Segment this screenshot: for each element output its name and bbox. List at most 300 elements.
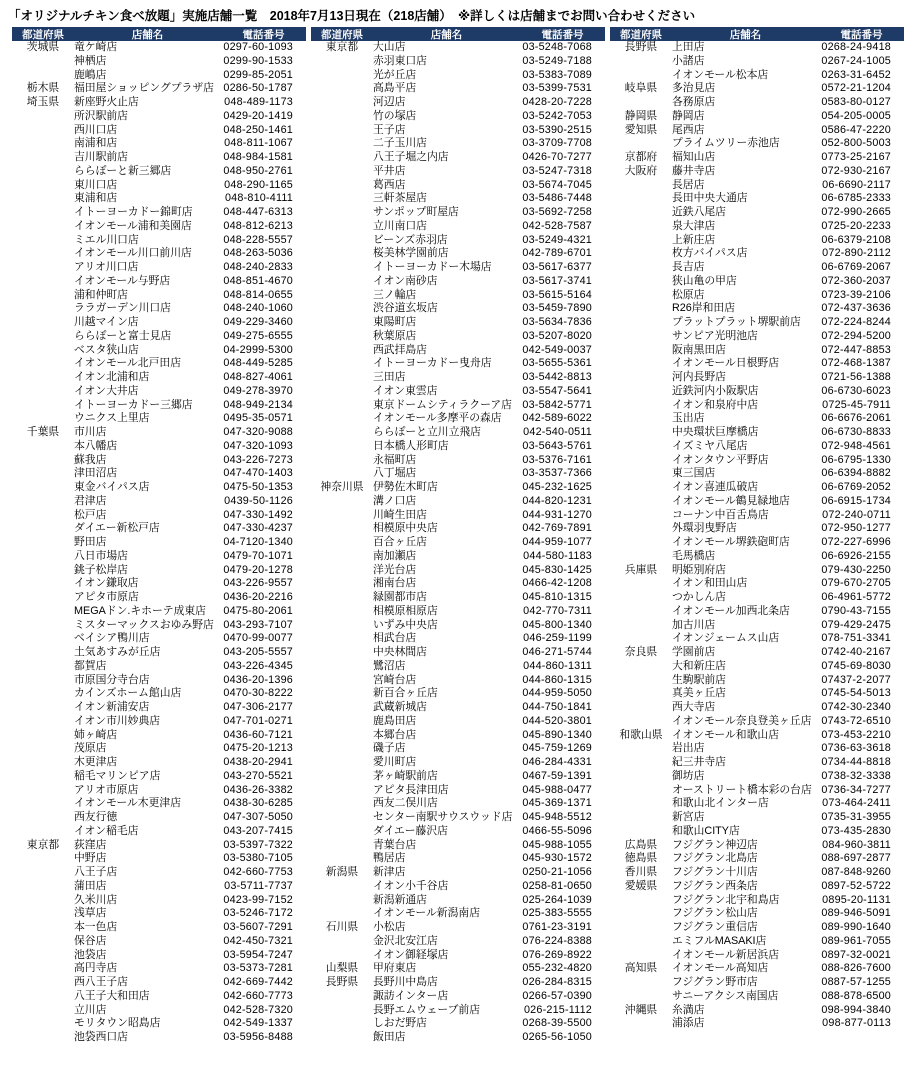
store-name-cell: 相武台店 [373,632,417,645]
store-name-cell: 西武拝島店 [373,343,427,356]
store-name-cell: 市川店 [74,426,107,438]
store-name-cell: 高円寺店 [74,962,118,975]
phone-cell: 045-369-1371 [522,797,592,810]
table-row [12,729,306,743]
phone-cell: 0438-20-2941 [223,756,293,768]
store-name-cell: 茂原店 [74,742,107,755]
prefecture-cell: 高知県 [624,962,658,975]
table-row [311,495,605,509]
phone-cell: 04-2999-5300 [223,343,293,356]
phone-cell: 049-278-3970 [223,384,293,397]
store-name-cell: 久米川店 [74,893,118,906]
phone-cell: 0428-20-7228 [522,96,592,108]
table-row [12,440,306,454]
store-name-cell: サンピア光明池店 [672,329,758,342]
store-name-cell: イトーヨーカドー三郷店 [74,398,193,411]
phone-cell: 089-961-7055 [821,934,891,947]
table-row [311,1017,605,1031]
phone-cell: 06-6769-2052 [821,481,891,493]
phone-cell: 0436-60-7121 [223,728,293,741]
table-row [12,495,306,509]
table-row [12,344,306,358]
phone-cell: 043-226-4345 [223,659,293,672]
phone-cell: 045-810-1315 [522,591,592,603]
store-name-cell: 外環羽曳野店 [672,522,737,535]
table-row [610,192,904,206]
prefecture-cell: 栃木県 [26,82,60,95]
store-name-cell: 市原国分寺台店 [74,673,150,686]
table-row [610,852,904,866]
store-name-cell: イオン和田山店 [672,577,748,590]
phone-cell: 088-697-2877 [821,852,891,865]
table-row [12,770,306,784]
phone-cell: 03-5547-5641 [522,384,592,397]
store-name-cell: 宮崎台店 [373,673,417,686]
phone-cell: 0761-23-3191 [522,921,592,933]
table-row [12,687,306,701]
table-row [311,729,605,743]
store-name-cell: 蒲田店 [74,879,107,892]
phone-cell: 072-447-8853 [821,343,891,356]
column-group-3 [610,27,904,1045]
table-row [12,137,306,151]
phone-cell: 03-5459-7890 [522,302,592,315]
store-name-cell: 湘南台店 [373,577,417,590]
prefecture-cell: 静岡県 [624,109,658,122]
prefecture-cell: 長野県 [325,976,359,988]
table-row [311,536,605,550]
table-row [311,894,605,908]
phone-cell: 03-5607-7291 [223,921,293,933]
prefecture-cell: 神奈川県 [320,481,364,493]
table-row [311,701,605,715]
table-row [311,811,605,825]
phone-cell: 0299-90-1533 [223,54,293,67]
table-row [311,69,605,83]
prefecture-cell: 埼玉県 [26,96,60,108]
store-name-cell: 平井店 [373,164,406,177]
prefecture-cell: 愛媛県 [624,879,658,892]
store-name-cell: 新座野火止店 [74,96,139,108]
phone-cell: 052-800-5003 [821,137,891,150]
table-row [610,729,904,743]
phone-cell: 03-5634-7836 [522,316,592,328]
store-name-cell: 八日市場店 [74,549,128,562]
store-name-cell: 稲毛マリンピア店 [74,769,161,782]
phone-cell: 06-6730-8833 [821,426,891,438]
store-name-cell: 溝ノ口店 [373,494,417,507]
store-name-cell: 福知山店 [672,151,716,163]
header-store-name: 店舗名 [430,28,463,41]
phone-cell: 03-5711-7737 [224,879,293,892]
table-row [311,289,605,303]
phone-cell: 043-226-9557 [223,577,293,590]
store-name-cell: 野田店 [74,536,107,548]
store-name-cell: 中央林間店 [373,646,427,658]
table-row [610,962,904,976]
phone-cell: 045-988-0477 [522,783,592,796]
table-row [311,825,605,839]
store-name-cell: 南加瀬店 [373,549,417,562]
table-row [12,371,306,385]
table-row [311,715,605,729]
table-row [12,247,306,261]
table-row [610,701,904,715]
store-name-cell: 立川店 [74,1003,107,1016]
phone-cell: 048-263-5036 [223,247,293,260]
table-row [311,962,605,976]
phone-cell: 03-5643-5761 [522,439,592,452]
phone-cell: 079-429-2475 [821,618,891,631]
phone-cell: 0297-60-1093 [223,41,293,53]
table-row [12,660,306,674]
store-name-cell: 長吉店 [672,261,705,273]
store-name-cell: 川越マイン店 [74,316,139,328]
table-row [12,742,306,756]
store-name-cell: 真美ヶ丘店 [672,687,726,700]
prefecture-cell: 石川県 [325,921,359,933]
phone-cell: 047-307-5050 [223,811,293,823]
store-name-cell: 秋葉原店 [373,329,417,342]
table-row [12,605,306,619]
store-name-cell: 本八幡店 [74,439,118,452]
phone-cell: 072-948-4561 [821,439,891,452]
store-name-cell: 新津店 [373,866,406,878]
phone-cell: 03-5380-7105 [223,852,293,865]
table-row [610,165,904,179]
phone-cell: 0429-20-1419 [223,109,293,122]
store-name-cell: 鷺沼店 [373,659,406,672]
store-name-cell: 八王子堀之内店 [373,151,449,163]
store-name-cell: 三ノ輪店 [373,288,417,301]
table-row [311,247,605,261]
table-row [610,660,904,674]
phone-cell: 089-990-1640 [821,921,891,933]
phone-cell: 026-284-8315 [522,976,592,988]
store-name-cell: 福田屋ショッピングプラザ店 [74,82,214,95]
phone-cell: 06-6730-6023 [821,384,891,397]
table-row [311,96,605,110]
phone-cell: 0725-45-7911 [822,398,891,411]
table-row [610,605,904,619]
store-name-cell: イオンモール新居浜店 [672,948,779,961]
phone-cell: 048-250-1461 [223,123,293,136]
store-name-cell: ウニクス上里店 [74,412,150,425]
store-name-cell: 愛川町店 [373,756,417,768]
phone-cell: 0721-56-1388 [821,371,891,383]
store-name-cell: プライムツリー赤池店 [672,137,780,150]
store-name-cell: 明姫別府店 [672,563,726,576]
phone-cell: 03-5248-7068 [522,41,592,53]
table-row [12,330,306,344]
phone-cell: 03-5397-7322 [223,838,293,851]
store-name-cell: ダイエー新松戸店 [74,522,160,535]
store-name-cell: カインズホーム館山店 [74,687,182,700]
store-name-cell: MEGAドン.キホーテ成東店 [74,604,206,617]
table-row [311,660,605,674]
table-row [311,632,605,646]
store-name-cell: 桜美林学園前店 [373,247,449,260]
store-name-cell: イオン稲毛店 [74,824,139,837]
phone-cell: 07437-2-2077 [821,673,891,686]
store-name-cell: イオンモール加西北条店 [672,604,790,617]
store-name-cell: 光が丘店 [373,68,417,81]
phone-cell: 026-215-1112 [523,1003,592,1016]
store-name-cell: フジグラン十川店 [672,866,758,878]
phone-cell: 098-994-3840 [821,1003,891,1016]
store-name-cell: モリタウン昭島店 [74,1017,161,1030]
phone-cell: 048-949-2134 [223,398,293,411]
table-row [12,151,306,165]
table-row [12,522,306,536]
phone-cell: 043-207-7415 [223,824,293,837]
header-prefecture: 都道府県 [22,28,64,41]
phone-cell: 03-5956-8488 [223,1031,293,1043]
store-name-cell: アピタ市原店 [74,591,139,603]
store-name-cell: 阪南黒田店 [672,343,726,356]
phone-cell: 03-5246-7172 [223,907,293,920]
phone-cell: 025-383-5555 [522,907,592,920]
table-row [12,935,306,949]
table-row [311,674,605,688]
table-row [311,907,605,921]
store-name-cell: 永福町店 [373,453,417,466]
phone-cell: 0470-30-8222 [223,687,293,700]
store-name-cell: 生駒駅前店 [672,673,726,686]
phone-cell: 04-7120-1340 [223,536,293,548]
table-row [311,577,605,591]
store-name-cell: イオンモール高知店 [672,962,769,975]
phone-cell: 047-320-9088 [223,426,293,438]
table-row [12,289,306,303]
phone-cell: 0436-26-3382 [223,783,293,796]
table-row [610,907,904,921]
store-name-cell: 池袋店 [74,948,107,961]
prefecture-cell: 京都府 [624,151,658,163]
phone-cell: 0479-70-1071 [223,549,293,562]
phone-cell: 048-290-1165 [224,178,293,191]
phone-cell: 048-811-1067 [224,137,293,150]
store-name-cell: イオンモール鶴見緑地店 [672,494,790,507]
column-group-3-rows [610,41,904,1031]
table-row [610,55,904,69]
table-row [610,371,904,385]
phone-cell: 0887-57-1255 [821,976,891,988]
phone-cell: 06-6769-2067 [821,261,891,273]
phone-cell: 048-228-5557 [223,233,293,246]
phone-cell: 0265-56-1050 [522,1031,592,1043]
store-name-cell: 立川南口店 [373,219,427,232]
phone-cell: 03-5399-7531 [522,82,592,95]
phone-cell: 03-5615-5164 [522,288,592,301]
store-name-cell: 上田店 [672,41,705,53]
phone-cell: 0725-20-2233 [821,219,891,232]
prefecture-cell: 山梨県 [325,962,359,975]
phone-cell: 046-271-5744 [522,646,592,658]
store-name-cell: 西友行徳 [74,811,118,823]
table-row [12,1031,306,1045]
phone-cell: 087-848-9260 [821,866,891,878]
phone-cell: 0266-57-0390 [522,989,592,1002]
table-row [311,550,605,564]
table-row [12,1017,306,1031]
prefecture-cell: 愛知県 [624,123,658,136]
table-row [12,110,306,124]
table-row [610,1004,904,1018]
store-name-cell: 土気あすみが丘店 [74,646,161,658]
store-name-cell: 西友二俣川店 [373,797,438,810]
store-name-cell: 東金バイパス店 [74,481,150,493]
page-title: 「オリジナルチキン食べ放題」実施店舗一覧 2018年7月13日現在（218店舗） ※詳しくは店舗までお問い合わせください [8,9,696,23]
phone-cell: 072-437-3636 [821,302,891,315]
phone-cell: 0268-39-5500 [522,1017,592,1030]
store-name-cell: イオンモール新潟南店 [373,907,480,920]
store-name-cell: 河内長野店 [672,371,726,383]
store-name-cell: 相模原中央店 [373,522,438,535]
column-group-2-header [311,27,605,41]
phone-cell: 042-789-6701 [522,247,592,260]
table-row [311,357,605,371]
phone-cell: 03-5247-7318 [522,164,592,177]
store-name-cell: 鴨居店 [373,852,406,865]
table-row [311,206,605,220]
phone-cell: 0475-20-1213 [223,742,293,755]
table-row [12,715,306,729]
table-row [12,962,306,976]
phone-cell: 045-232-1625 [522,481,592,493]
store-name-cell: 百合ヶ丘店 [373,536,427,548]
phone-cell: 048-810-4111 [224,192,293,205]
table-row [12,619,306,633]
store-name-cell: アピタ長津田店 [373,783,449,796]
store-name-cell: ららぽーと立川立飛店 [373,426,481,438]
store-name-cell: 川崎生田店 [373,508,427,521]
phone-cell: 03-5692-7258 [522,206,592,218]
store-name-cell: 岩出店 [672,742,705,755]
phone-cell: 0734-44-8818 [821,756,891,768]
phone-cell: 044-750-1841 [522,701,592,713]
store-name-cell: イオン鎌取店 [74,577,139,590]
store-name-cell: 八丁堀店 [373,467,417,480]
phone-cell: 042-589-6022 [522,412,592,425]
table-row [610,234,904,248]
store-name-cell: フジグラン北宇和島店 [672,893,780,906]
store-name-cell: 磯子店 [373,742,406,755]
phone-cell: 042-770-7311 [523,604,592,617]
store-name-cell: 東陽町店 [373,316,417,328]
store-name-cell: エミフルMASAKI店 [672,934,767,947]
store-name-cell: 糸満店 [672,1003,705,1016]
table-row [311,522,605,536]
phone-cell: 047-306-2177 [223,701,293,713]
table-row [610,440,904,454]
table-row [12,412,306,426]
phone-cell: 072-224-8244 [821,316,891,328]
store-name-cell: 上新庄店 [672,233,716,246]
store-name-cell: フジグラン野市店 [672,976,758,988]
store-name-cell: 西八王子店 [74,976,128,988]
phone-cell: 044-860-1311 [523,659,592,672]
store-name-cell: 浦和仲町店 [74,288,128,301]
store-name-cell: 学園前店 [672,646,716,658]
table-row [311,234,605,248]
table-row [12,632,306,646]
phone-cell: 0897-52-5722 [821,879,891,892]
table-row [610,797,904,811]
store-name-cell: フジグラン西条店 [672,879,758,892]
store-name-cell: イズミヤ八尾店 [672,439,748,452]
table-row [311,1004,605,1018]
phone-cell: 0895-20-1131 [822,893,891,906]
store-name-cell: コーナン中百舌鳥店 [672,508,769,521]
table-row [311,646,605,660]
phone-cell: 042-769-7891 [522,522,592,535]
phone-cell: 043-205-5557 [223,646,293,658]
store-name-cell: イオンモール日根野店 [672,357,779,370]
phone-cell: 048-447-6313 [223,206,293,218]
table-row [311,756,605,770]
store-name-cell: 葛西店 [373,178,406,191]
phone-cell: 076-224-8388 [522,934,592,947]
table-row [610,220,904,234]
store-name-cell: イオン市川妙典店 [74,714,161,727]
prefecture-cell: 奈良県 [624,646,658,658]
store-name-cell: 御坊店 [672,769,705,782]
table-row [12,467,306,481]
prefecture-cell: 大阪府 [624,164,658,177]
store-name-cell: 松原店 [672,288,705,301]
store-name-cell: 神栖店 [74,54,107,67]
table-row [610,839,904,853]
phone-cell: 0475-50-1353 [223,481,293,493]
phone-cell: 0439-50-1126 [224,494,293,507]
prefecture-cell: 兵庫県 [624,563,658,576]
store-name-cell: 本郷台店 [373,728,417,741]
table-row [311,866,605,880]
table-row [610,69,904,83]
phone-cell: 03-5249-4321 [522,233,592,246]
table-row [12,124,306,138]
table-row [311,179,605,193]
store-name-cell: 二子玉川店 [373,137,427,150]
table-row [12,481,306,495]
store-name-cell: イトーヨーカドー木場店 [373,261,492,273]
store-name-cell: ビーンズ赤羽店 [373,233,448,246]
table-row [610,426,904,440]
phone-cell: 048-827-4061 [223,371,293,383]
store-name-cell: つかしん店 [672,591,726,603]
table-row [12,220,306,234]
phone-cell: 0423-99-7152 [223,893,293,906]
store-name-cell: 飯田店 [373,1031,406,1043]
table-row [610,206,904,220]
store-name-cell: R26岸和田店 [672,302,735,315]
table-row [610,247,904,261]
store-name-cell: サンポップ町屋店 [373,206,459,218]
phone-cell: 03-5842-5771 [522,398,592,411]
table-row [12,880,306,894]
phone-cell: 03-5373-7281 [223,962,293,975]
table-row [311,949,605,963]
store-name-cell: イオンモール与野店 [74,274,171,287]
phone-cell: 042-540-0511 [523,426,592,438]
store-name-cell: 洋光台店 [373,563,417,576]
header-phone: 電話番号 [541,28,584,41]
phone-cell: 089-946-5091 [821,907,891,920]
store-name-cell: イオンモール堺鉄砲町店 [672,536,790,548]
table-row [311,935,605,949]
table-row [610,825,904,839]
